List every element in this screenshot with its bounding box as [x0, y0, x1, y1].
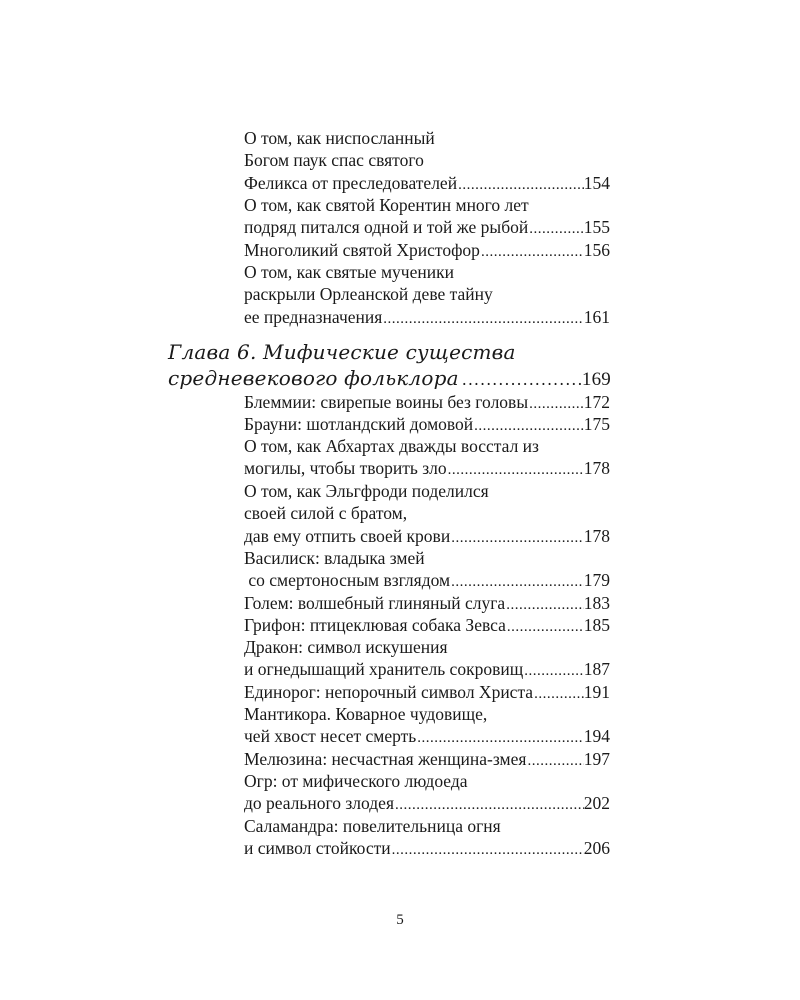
dot-leader: [382, 308, 583, 330]
toc-entry-line: со смертоносным взглядом: [244, 570, 451, 591]
toc-page-number: 178: [583, 525, 610, 546]
page-footer-number: 5: [396, 912, 404, 928]
dot-leader: [480, 241, 584, 263]
chapter-title-line: Глава 6. Мифические существа: [168, 340, 516, 364]
toc-entry-line: могилы, чтобы творить зло: [244, 458, 447, 479]
dot-leader: [447, 459, 584, 481]
dot-leader: [505, 594, 584, 616]
toc-entry-last-line: [244, 725, 610, 749]
toc-entry[interactable]: [244, 592, 610, 616]
toc-entry[interactable]: [244, 703, 610, 750]
toc-entry[interactable]: [244, 681, 610, 705]
toc-page-number: 194: [583, 726, 610, 747]
dot-leader: [506, 616, 584, 638]
toc-entry-line: Единорог: непорочный символ Христа: [244, 682, 534, 702]
toc-entry-line: Грифон: птицеклювая собака Зевса: [244, 615, 506, 635]
toc-entry-line: Саламандра: повелительница огня: [244, 816, 501, 836]
chapter-page-number: 169: [581, 369, 611, 390]
toc-entry-last-line: [244, 681, 610, 705]
dot-leader: [528, 393, 584, 415]
dot-leader: [394, 794, 584, 816]
dot-leader: [391, 839, 584, 861]
toc-page-number: 197: [583, 749, 610, 769]
dot-leader: [416, 727, 583, 749]
toc-entry-line: Богом паук спас святого: [244, 150, 424, 171]
toc-page-number: 202: [583, 793, 610, 814]
toc-entry[interactable]: [244, 547, 610, 594]
toc-page-number: 185: [583, 615, 610, 635]
toc-entry[interactable]: [244, 748, 610, 772]
toc-entry-line: чей хвост несет смерть: [244, 726, 417, 747]
toc-page-number: 178: [583, 458, 610, 479]
toc-entry-line: подряд питался одной и той же рыбой: [244, 217, 529, 238]
toc-entry[interactable]: [244, 261, 610, 330]
toc-entry-line: Огр: от мифического людоеда: [244, 771, 468, 791]
toc-entry-line: до реального злодея: [244, 793, 394, 814]
dot-leader: [473, 415, 584, 437]
dot-leader: [457, 174, 584, 196]
chapter-title-line: средневекового фольклора: [168, 366, 459, 390]
toc-entry[interactable]: [244, 480, 610, 549]
toc-page-number: 161: [583, 306, 610, 327]
toc-page-number: 175: [583, 414, 610, 434]
toc-entry-last-line: [244, 837, 610, 861]
toc-entry-last-line: [244, 525, 610, 549]
toc-page-number: 155: [583, 217, 610, 238]
toc-entry-line: О том, как ниспосланный: [244, 128, 435, 148]
toc-entry-line: Блеммии: свирепые воины без головы: [244, 392, 529, 412]
toc-page-number: 187: [583, 659, 610, 680]
toc-entry-last-line: [244, 592, 610, 616]
toc-entry-last-line: [244, 391, 610, 415]
toc-page-number: 191: [583, 682, 610, 702]
toc-entry-line: О том, как святой Корентин много лет: [244, 195, 529, 215]
toc-entry-last-line: [244, 569, 610, 593]
toc-entry-line: Мантикора. Коварное чудовище,: [244, 704, 488, 724]
toc-entry-line: ее предназначения: [244, 306, 383, 327]
toc-chapter-heading[interactable]: [168, 339, 611, 393]
toc-entry[interactable]: [244, 770, 610, 817]
toc-entry-line: и символ стойкости: [244, 838, 391, 859]
toc-entry-line: Голем: волшебный глиняный слуга: [244, 593, 506, 613]
dot-leader: [459, 367, 582, 393]
toc-entry-line: Брауни: шотландский домовой: [244, 414, 474, 434]
toc-entry-last-line: [244, 792, 610, 816]
toc-entry[interactable]: [244, 194, 610, 241]
toc-entry-line: своей силой с братом,: [244, 503, 408, 524]
toc-entry-last-line: [244, 239, 610, 263]
toc-page-number: 154: [583, 172, 610, 193]
toc-entry-line: О том, как Эльгфроди поделился: [244, 481, 489, 501]
toc-page-number: 179: [583, 570, 610, 591]
toc-entry-last-line: [244, 457, 610, 481]
toc-entry-last-line: [244, 614, 610, 638]
toc-entry-line: О том, как святые мученики: [244, 262, 454, 282]
toc-entry-last-line: [244, 748, 610, 772]
dot-leader: [450, 571, 584, 593]
toc-entry[interactable]: [244, 239, 610, 263]
toc-entry[interactable]: [244, 636, 610, 683]
toc-entry-last-line: [244, 306, 610, 330]
toc-entry[interactable]: [244, 391, 610, 415]
toc-entry-line: Мелюзина: несчастная женщина-змея: [244, 749, 527, 769]
toc-entry-line: Многоликий святой Христофор: [244, 240, 480, 260]
toc-entry[interactable]: [244, 127, 610, 196]
toc-entry[interactable]: [244, 815, 610, 862]
toc-entry-line: и огнедышащий хранитель сокровищ: [244, 659, 524, 680]
toc-entry[interactable]: [244, 614, 610, 638]
toc-entry-line: Василиск: владыка змей: [244, 548, 425, 568]
toc-entry-last-line: [244, 413, 610, 437]
toc-entry[interactable]: [244, 435, 610, 482]
dot-leader: [526, 750, 583, 772]
dot-leader: [533, 683, 584, 705]
toc-page-number: 156: [583, 240, 610, 260]
toc-entry-line: Феликса от преследователей: [244, 172, 458, 193]
toc-entry-last-line: [244, 658, 610, 682]
toc-entry-last-line: [244, 172, 610, 196]
toc-entry-line: О том, как Абхартах дважды восстал из: [244, 436, 539, 456]
chapter-title-last-line: [168, 365, 611, 393]
toc-entry-line: раскрыли Орлеанской деве тайну: [244, 284, 493, 305]
toc-entry-line: дав ему отпить своей крови: [244, 525, 451, 546]
dot-leader: [528, 218, 584, 240]
toc-entry-last-line: [244, 216, 610, 240]
toc-page-number: 172: [583, 392, 610, 412]
toc-entry[interactable]: [244, 413, 610, 437]
dot-leader: [450, 527, 584, 549]
dot-leader: [523, 660, 584, 682]
toc-page-number: 206: [583, 838, 610, 859]
toc-entry-line: Дракон: символ искушения: [244, 637, 448, 657]
toc-page-number: 183: [583, 593, 610, 613]
